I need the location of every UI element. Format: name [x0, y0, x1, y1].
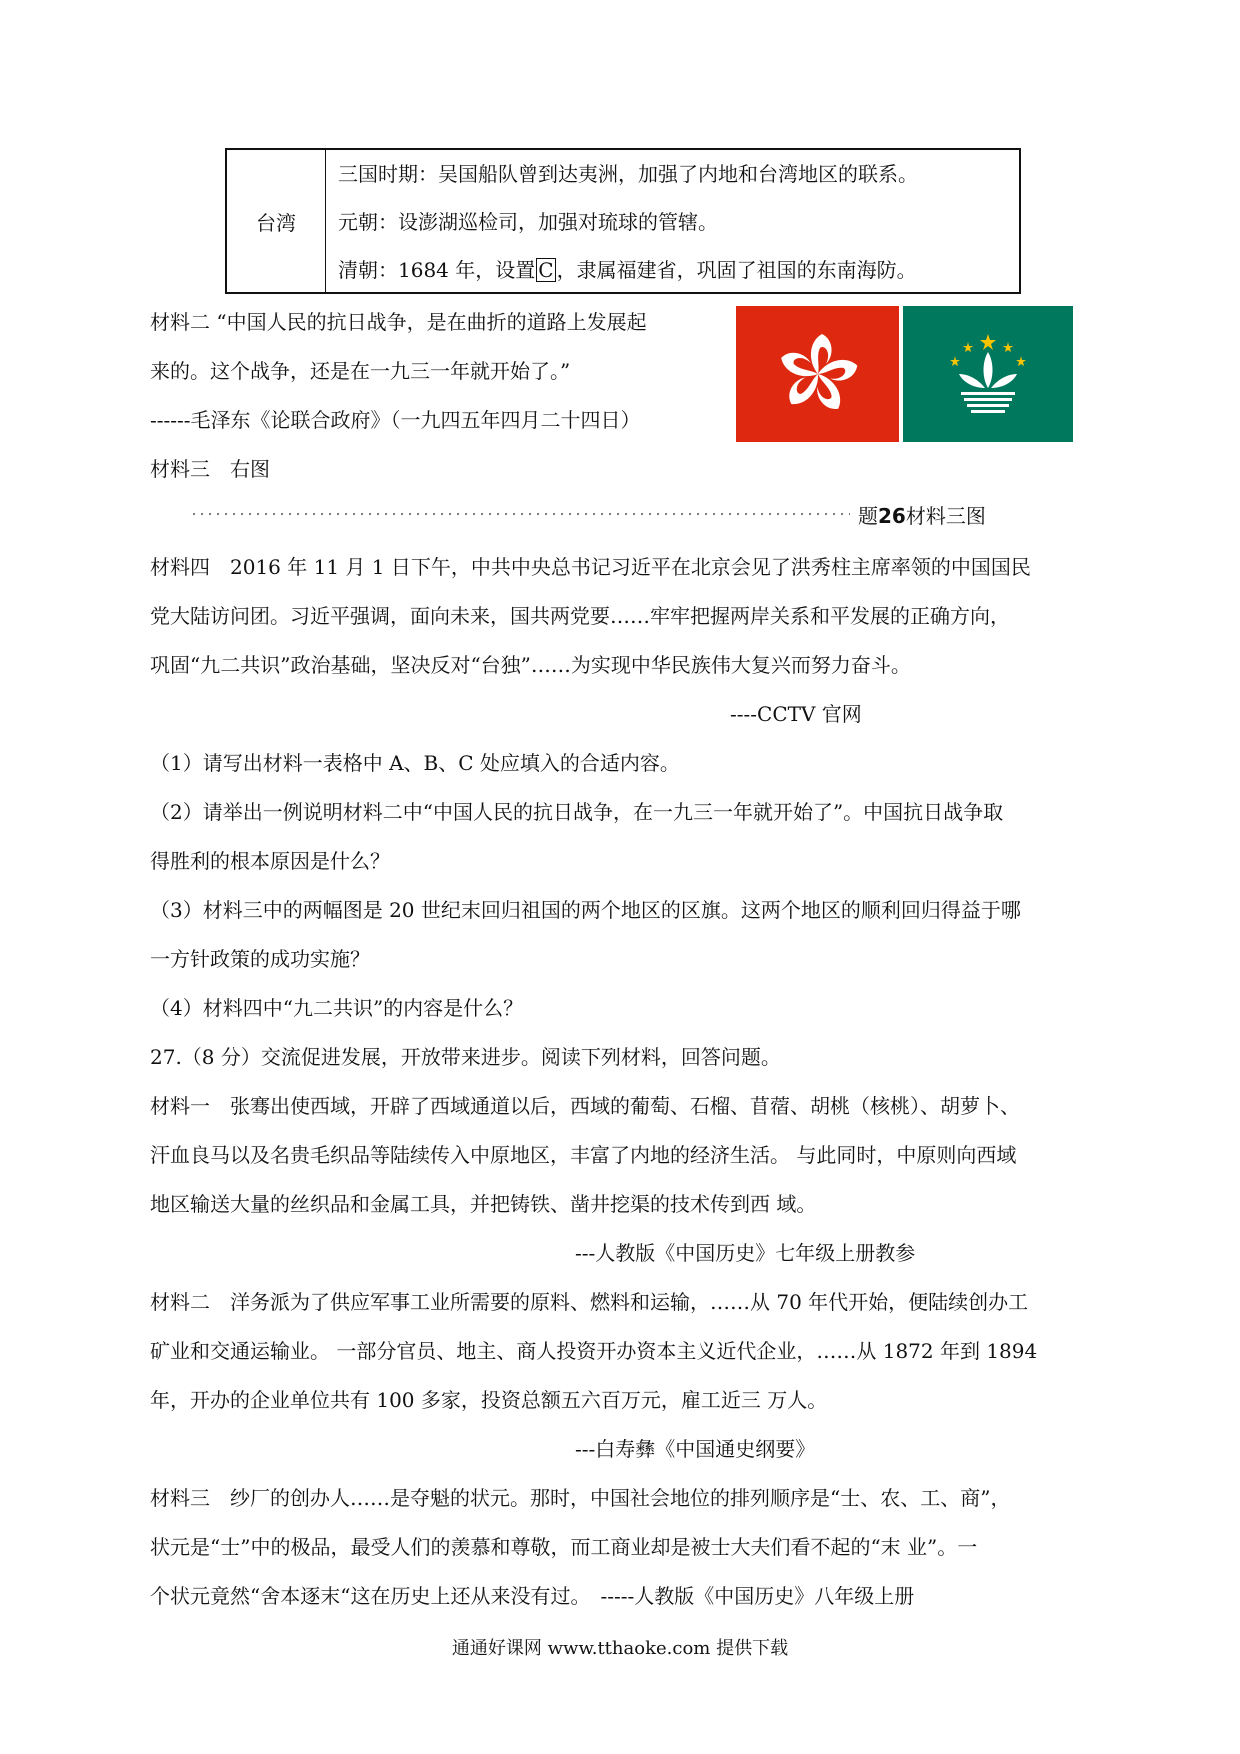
material-two-source: ------毛泽东《论联合政府》（一九四五年四月二十四日） — [150, 408, 641, 432]
page-footer: 通通好课网 www.tthaoke.com 提供下载 — [451, 1638, 789, 1659]
table-row-text: 清朝：1684 年，设置 — [338, 258, 536, 282]
material-one-table — [225, 148, 1021, 294]
material-four-line: 党大陆访问团。习近平强调，面向未来，国共两党要……牢牢把握两岸关系和平发展的正确方向， — [150, 604, 1010, 628]
table-row — [338, 246, 1019, 294]
boxed-answer-blank: C — [538, 258, 554, 282]
material-two-line: 来的。这个战争，还是在一九三一年就开始了。” — [150, 359, 571, 383]
caption-number: 26 — [878, 504, 906, 528]
caption-text: 材料三图 — [905, 504, 986, 528]
material-four-line: 巩固“九二共识”政治基础，坚决反对“台独”……为实现中华民族伟大复兴而努力奋斗。 — [150, 653, 911, 677]
material-four-line: 材料四 2016 年 11 月 1 日下午，中共中央总书记习近平在北京会见了洪秀柱主席率领的中国国民 — [150, 555, 1031, 579]
material-four-source: ----CCTV 官网 — [730, 702, 862, 726]
q27-material-one-line: 汗血良马以及名贵毛织品等陆续传入中原地区，丰富了内地的经济生活。 与此同时，中原则向西域 — [150, 1143, 1017, 1167]
question-4: （4）材料四中“九二共识”的内容是什么？ — [150, 996, 524, 1020]
figure-caption — [858, 500, 986, 529]
q27-material-two-line: 年，开办的企业单位共有 100 多家，投资总额五六百万元，雇工近三 万人。 — [150, 1388, 828, 1412]
question-2: （2）请举出一例说明材料二中“中国人民的抗日战争，在一九三一年就开始了”。中国抗日战争取 — [150, 800, 1004, 824]
question-2-continued: 得胜利的根本原因是什么？ — [150, 849, 390, 873]
q27-material-one-source: ---人教版《中国历史》七年级上册教参 — [575, 1241, 916, 1265]
table-row-text: ，隶属福建省，巩固了祖国的东南海防。 — [556, 258, 917, 282]
bauhinia-flower-icon — [736, 306, 899, 442]
material-three-label: 材料三 右图 — [150, 457, 270, 481]
table-content-cell — [326, 150, 1019, 292]
table-row: 元朝：设澎湖巡检司，加强对琉球的管辖。 — [338, 210, 718, 234]
material-two-line: 材料二 “中国人民的抗日战争，是在曲折的道路上发展起 — [150, 310, 647, 334]
q27-material-one-line: 地区输送大量的丝织品和金属工具，并把铸铁、凿井挖渠的技术传到西 域。 — [150, 1192, 817, 1216]
q27-material-two-line: 矿业和交通运输业。 一部分官员、地主、商人投资开办资本主义近代企业，……从 1872 年到 1894 — [150, 1339, 1038, 1363]
q27-material-three-line: 个状元竟然“舍本逐末“这在历史上还从来没有过。 -----人教版《中国历史》八年级上册 — [150, 1584, 915, 1608]
q27-material-two-source: ---白寿彝《中国通史纲要》 — [575, 1437, 816, 1461]
question-3-continued: 一方针政策的成功实施？ — [150, 947, 370, 971]
table-region-cell: 台湾 — [227, 150, 326, 292]
q27-material-one-line: 材料一 张骞出使西域，开辟了西域通道以后，西域的葡萄、石榴、苜蓿、胡桃（核桃）、胡萝卜、 — [150, 1094, 1020, 1118]
dotted-leader-line — [190, 508, 850, 520]
question-3: （3）材料三中的两幅图是 20 世纪末回归祖国的两个地区的区旗。这两个地区的顺利回归得益于哪 — [150, 898, 1021, 922]
q27-material-three-line: 材料三 纱厂的创办人……是夺魁的状元。那时，中国社会地位的排列顺序是“士、农、工、商”， — [150, 1486, 1011, 1510]
question-27-title: 27.（8 分）交流促进发展，开放带来进步。阅读下列材料，回答问题。 — [150, 1045, 781, 1069]
question-1: （1）请写出材料一表格中 A、B、C 处应填入的合适内容。 — [150, 751, 680, 775]
q27-material-three-line: 状元是“士”中的极品，最受人们的羡慕和尊敬，而工商业却是被士大夫们看不起的“末 业”。一 — [150, 1535, 978, 1559]
q27-material-two-line: 材料二 洋务派为了供应军事工业所需要的原料、燃料和运输，……从 70 年代开始，便陆续创办工 — [150, 1290, 1029, 1314]
table-row: 三国时期：吴国船队曾到达夷洲，加强了内地和台湾地区的联系。 — [338, 162, 918, 186]
hong-kong-flag — [736, 306, 899, 442]
lotus-icon — [903, 306, 1073, 442]
macau-flag — [903, 306, 1073, 442]
caption-text: 题 — [858, 504, 878, 528]
